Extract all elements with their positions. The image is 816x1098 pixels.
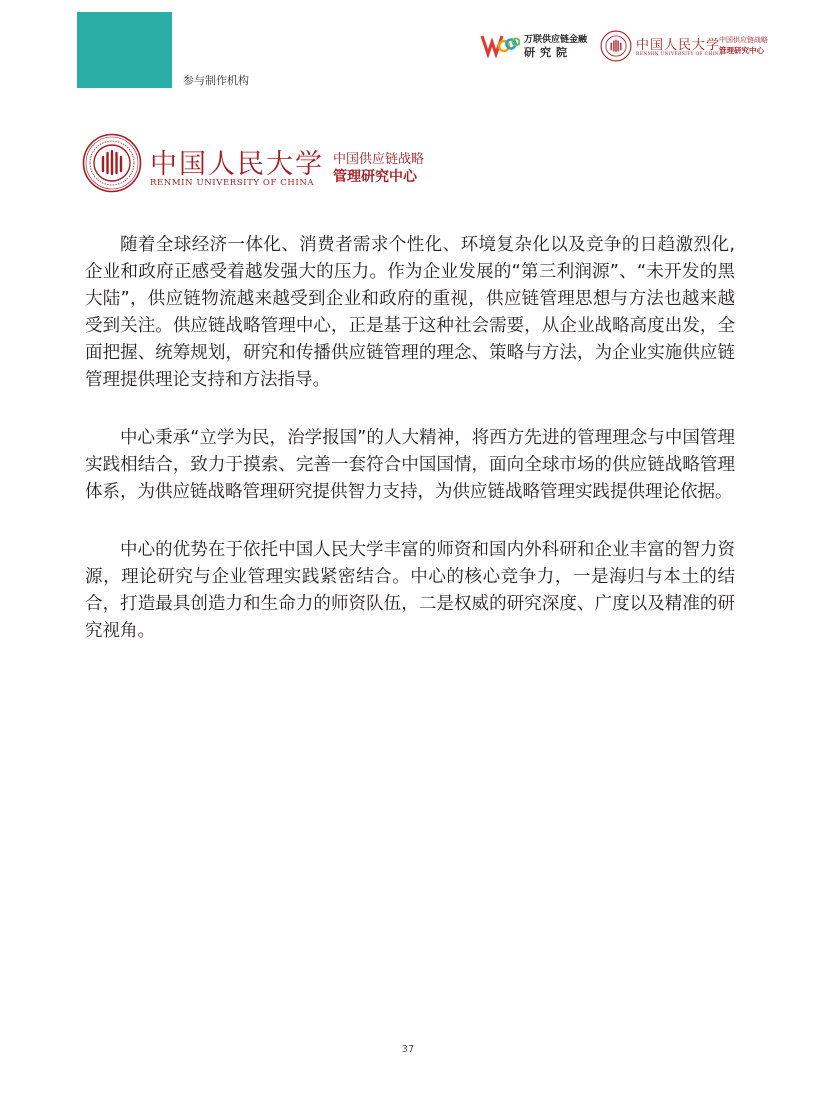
ruc-name-en: RENMIN UNIVERSITY OF CHINA <box>150 178 315 188</box>
body-text <box>85 232 735 676</box>
partner-logo-line1: 万联供应链金融 <box>524 35 588 45</box>
small-center-name-line1: 中国供应链战略 <box>719 36 768 44</box>
small-ruc-name-en: RENMIN UNIVERSITY OF CHINA <box>636 52 723 57</box>
partner-logo-line2: 研究院 <box>524 46 572 59</box>
section-label: 参与制作机构 <box>183 74 249 87</box>
paragraph-3: 中心的优势在于依托中国人民大学丰富的师资和国内外科研和企业丰富的智力资源，理论研究与企业管理实践紧密结合。中心的核心竞争力，一是海归与本土的结合，打造最具创造力和生命力的师资队伍，二是权威的研究深度、广度以及精准的研究视角。 <box>85 540 735 641</box>
paragraph-2: 中心秉承“立学为民，治学报国”的人大精神，将西方先进的管理理念与中国管理实践相结合，致力于摸索、完善一套符合中国国情，面向全球市场的供应链战略管理体系，为供应链战略管理研究提供智力支持，为供应链战略管理实践提供理论依据。 <box>85 428 735 502</box>
page-number: 37 <box>401 1044 415 1055</box>
center-name-line2: 管理研究中心 <box>333 169 417 185</box>
small-center-name-line2: 管理研究中心 <box>719 46 764 55</box>
header-logos <box>480 30 780 64</box>
section-color-block <box>77 12 172 88</box>
small-ruc-name-cn: 中国人民大学 <box>636 38 721 53</box>
center-name-line1: 中国供应链战略 <box>333 152 425 167</box>
wanlian-logo-icon <box>480 32 520 58</box>
ruc-name-cn: 中国人民大学 <box>150 149 324 180</box>
ruc-seal-large-icon <box>82 133 142 193</box>
ruc-center-logo <box>82 130 442 196</box>
paragraph-1: 随着全球经济一体化、消费者需求个性化、环境复杂化以及竞争的日趋激烈化,企业和政府正感受着越发强大的压力。作为企业发展的“第三利润源”、“未开发的黑大陆”，供应链物流越来越受到企业和政府的重视，供应链管理思想与方法也越来越受到关注。供应链战略管理中心，正是基于这种社会需要，从企业战略高度出发，全面把握、统筹规划，研究和传播供应链管理的理念、策略与方法，为企业实施供应链管理提供理论支持和方法指导。 <box>85 235 735 390</box>
ruc-seal-icon <box>600 30 632 62</box>
